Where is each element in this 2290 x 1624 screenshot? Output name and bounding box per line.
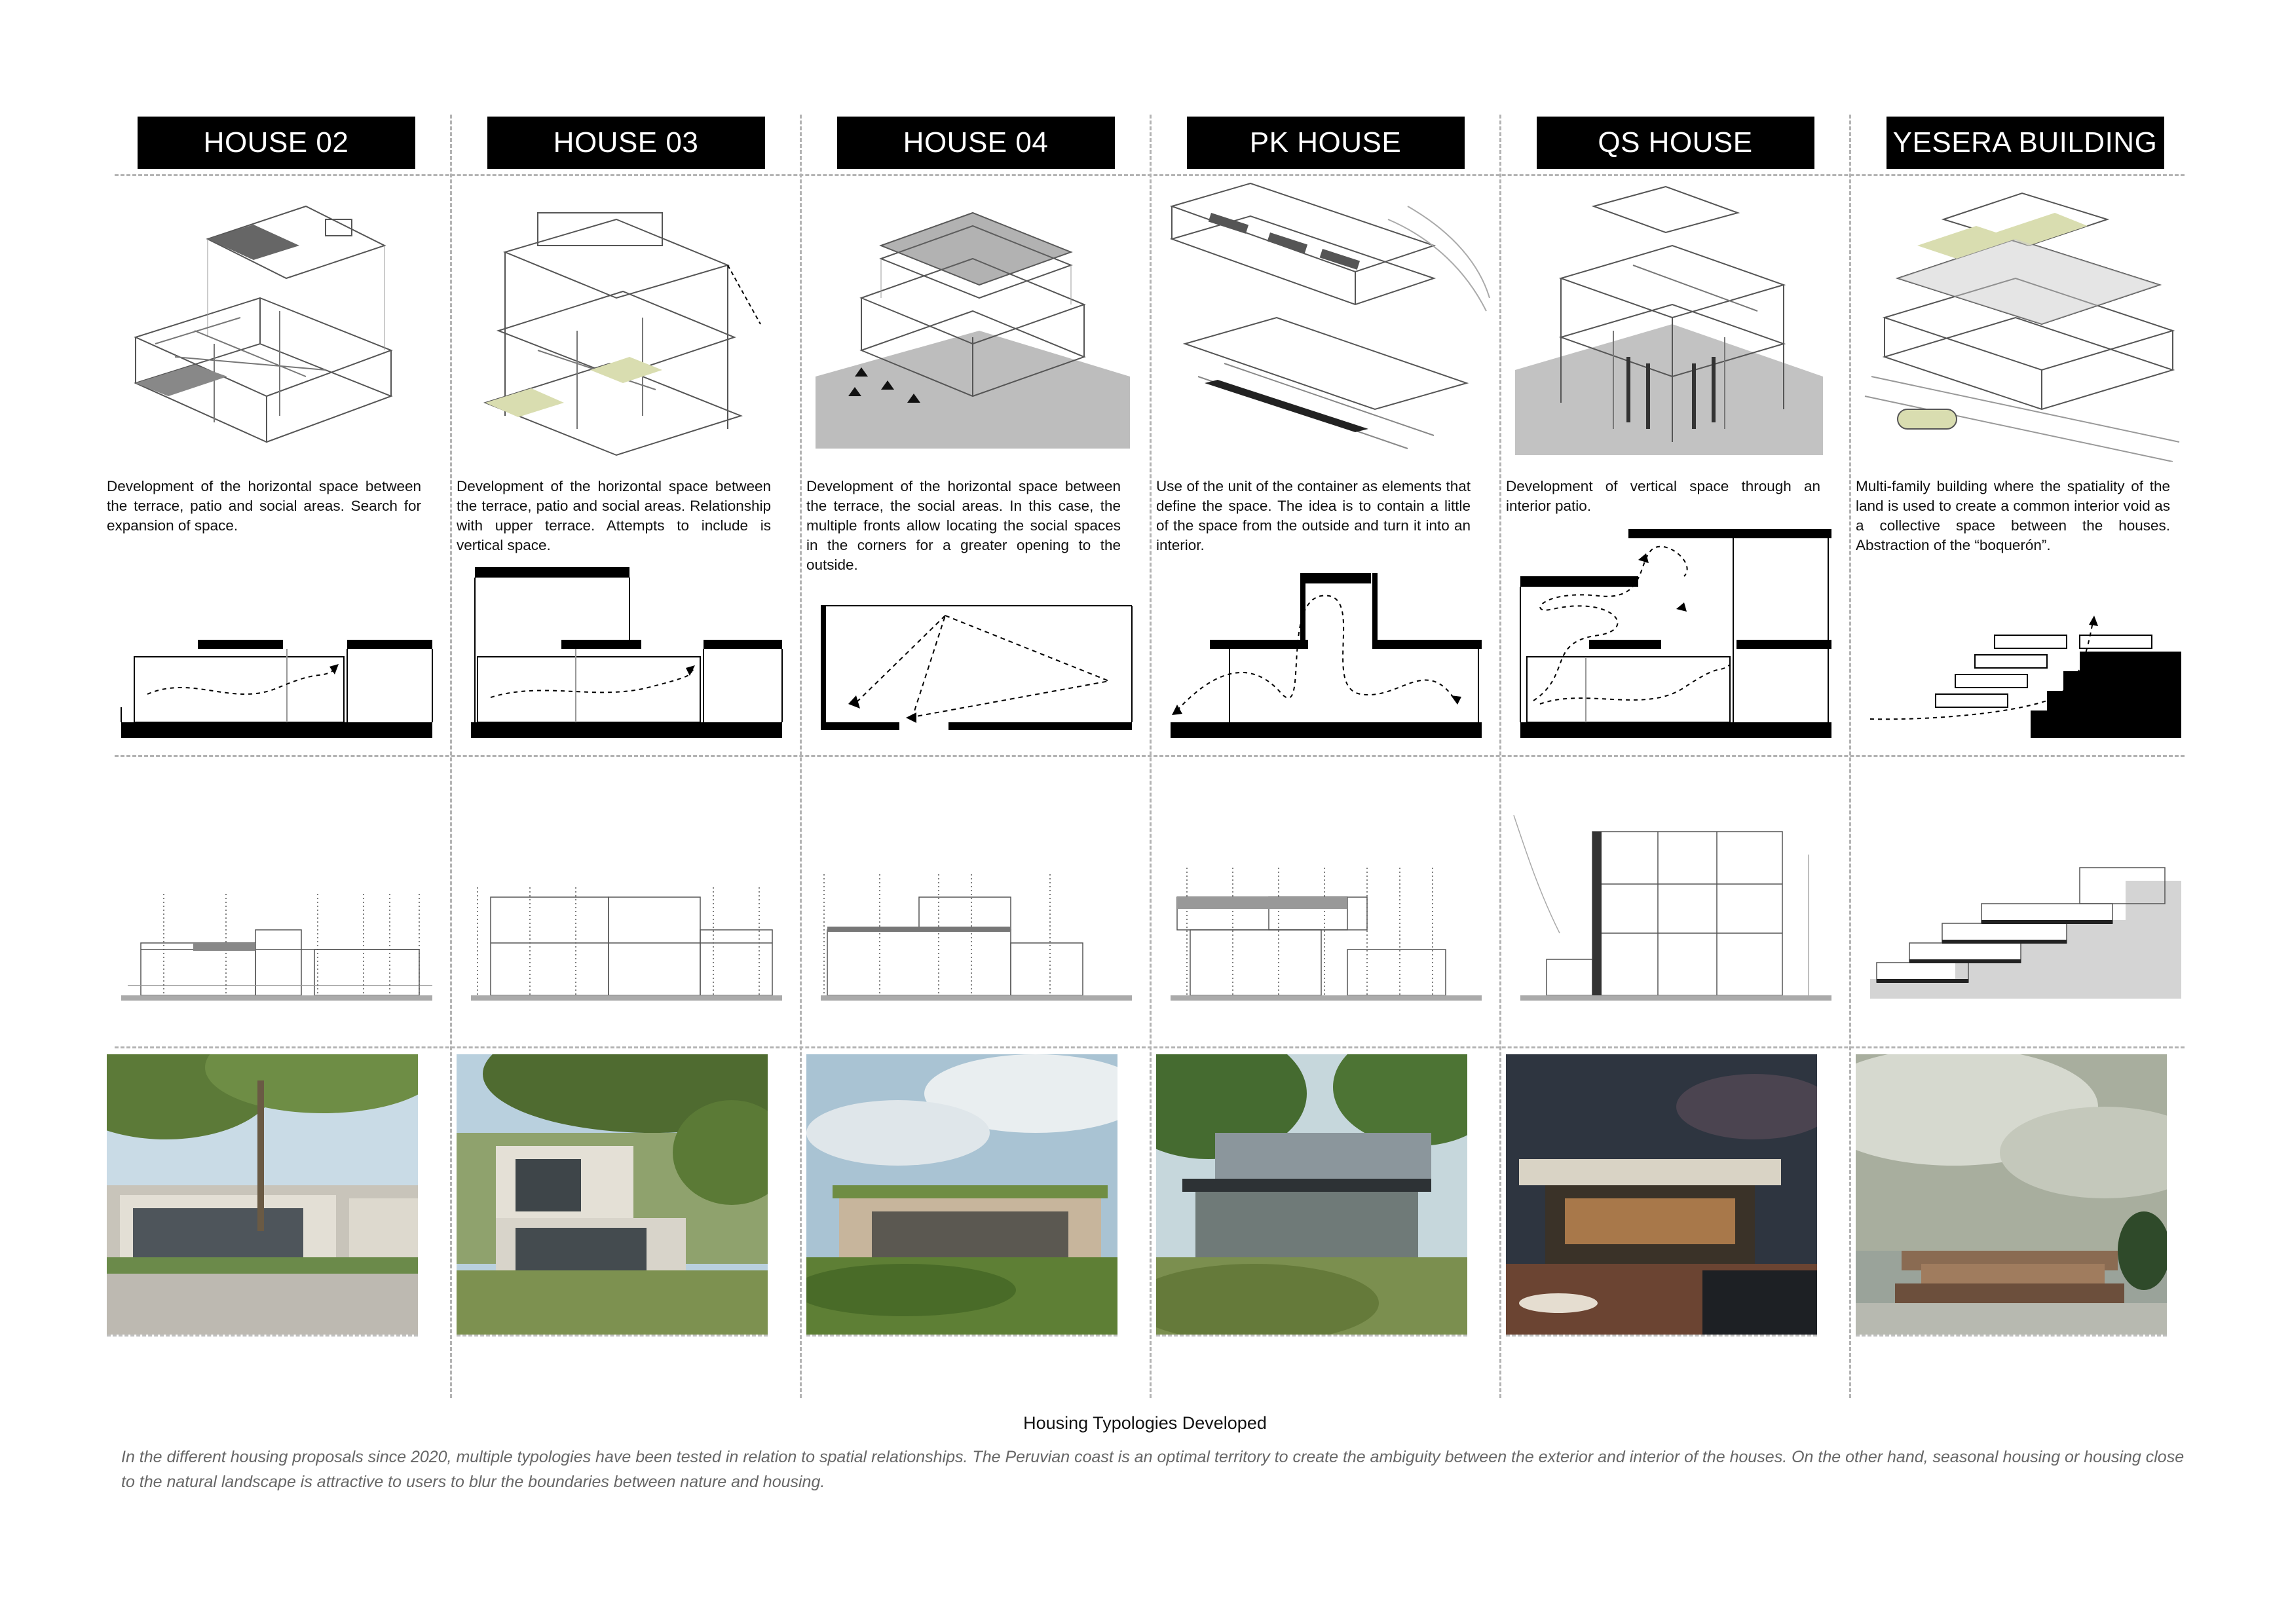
typology-column-house-04 — [801, 0, 1150, 1401]
spatial-concept-diagram — [451, 524, 800, 747]
spatial-concept-diagram — [1501, 524, 1850, 747]
axonometric-drawing — [1159, 180, 1492, 462]
column-title: YESERA BUILDING — [1886, 117, 2164, 169]
column-title: HOUSE 04 — [837, 117, 1115, 169]
spatial-concept-diagram — [1850, 524, 2200, 747]
axonometric-drawing — [809, 180, 1142, 462]
building-section-drawing — [451, 802, 800, 1005]
building-section-drawing — [1501, 802, 1850, 1005]
building-section-drawing — [102, 802, 451, 1005]
spatial-concept-diagram — [102, 524, 451, 747]
column-description: Development of the horizontal space between the terrace, patio and social areas. Relationship with upper terrace. Attempts to include is vertical space. — [457, 478, 771, 553]
rendering-photo — [1856, 1054, 2167, 1337]
column-title: HOUSE 02 — [138, 117, 415, 169]
axonometric-drawing — [109, 180, 443, 462]
spatial-concept-diagram — [1151, 524, 1500, 747]
column-title: QS HOUSE — [1537, 117, 1814, 169]
rendering-photo — [1156, 1054, 1467, 1337]
building-section-drawing — [1151, 802, 1500, 1005]
typology-column-house-02 — [102, 0, 451, 1401]
column-title: PK HOUSE — [1187, 117, 1465, 169]
building-section-drawing — [801, 802, 1150, 1005]
column-title: HOUSE 03 — [487, 117, 765, 169]
column-description: Development of the horizontal space between the terrace, the social areas. In this case, the multiple fronts allow locating the social spaces in the corners for a greater opening to the outside. — [806, 478, 1121, 573]
typology-column-house-03 — [451, 0, 800, 1401]
typology-column-qs-house — [1501, 0, 1850, 1401]
typology-column-pk-house — [1151, 0, 1500, 1401]
typology-column-yesera-building — [1850, 0, 2200, 1401]
column-description: Multi-family building where the spatiality of the land is used to create a common interior void as a collective space between the houses. Abstraction of the “boquerón”. — [1856, 478, 2170, 553]
rendering-photo — [806, 1054, 1117, 1337]
rendering-photo — [107, 1054, 418, 1337]
caption-title: Housing Typologies Developed — [1023, 1413, 1267, 1433]
building-section-drawing — [1850, 802, 2200, 1005]
column-description: Development of the horizontal space between the terrace, patio and social areas. Search for expansion of space. — [107, 478, 421, 534]
rendering-photo — [457, 1054, 768, 1337]
rendering-photo — [1506, 1054, 1817, 1337]
axonometric-drawing — [1509, 180, 1842, 462]
column-description: Use of the unit of the container as elements that define the space. The idea is to contain a little of the space from the outside and turn it into an interior. — [1156, 478, 1471, 553]
axonometric-drawing — [459, 180, 793, 462]
caption-body: In the different housing proposals since 2020, multiple typologies have been tested in relation to spatial relationships. The Peruvian coast is an optimal territory to create the ambiguity between the exterior and interior of the houses. On the other hand, seasonal housing or housing close to the natural landscape is attractive to users to blur the boundaries between nature and housing. — [121, 1448, 2185, 1491]
spatial-concept-diagram — [801, 524, 1150, 747]
axonometric-drawing — [1858, 180, 2192, 462]
column-description: Development of vertical space through an interior patio. — [1506, 478, 1820, 514]
